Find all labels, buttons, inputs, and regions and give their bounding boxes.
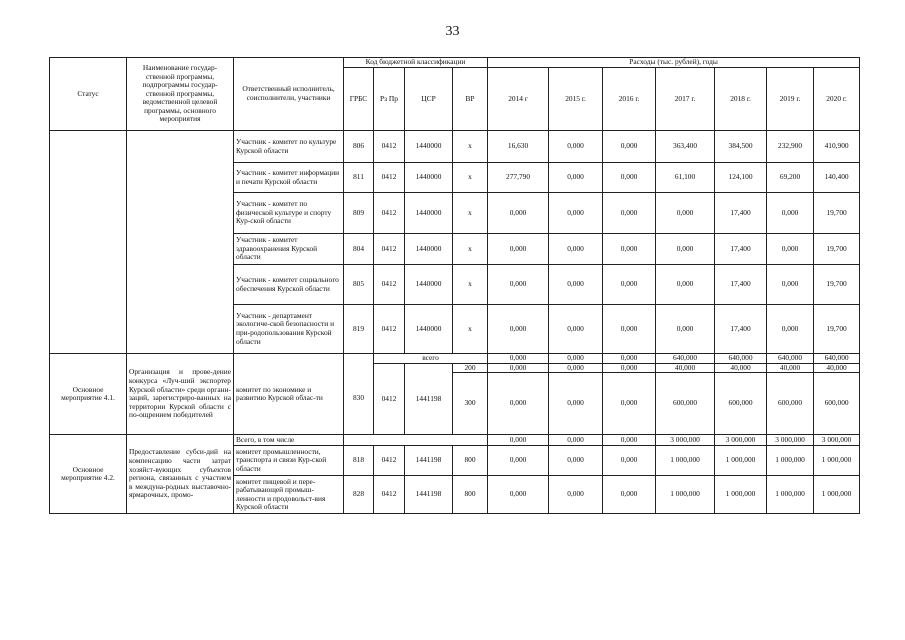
header-year: 2016 г. [603, 67, 656, 130]
value-cell: 0,000 [549, 305, 603, 354]
header-responsible: Ответственный исполнитель, соисполнители, участники [234, 58, 344, 131]
value-cell: 600,000 [656, 373, 715, 435]
value-cell: 1 000,000 [656, 476, 715, 514]
value-cell: 40,000 [814, 363, 860, 373]
header-csr: ЦСР [405, 67, 453, 130]
csr-cell: 1441198 [405, 363, 453, 435]
value-cell: 17,400 [715, 305, 767, 354]
page-number: 33 [445, 24, 460, 39]
event-42-responsible: комитет пищевой и пере-рабатывающей промыш-ленности и продовольст-вия Курской области [234, 476, 344, 514]
table-row [50, 435, 860, 446]
header-year: 2018 г. [715, 67, 767, 130]
value-cell: 0,000 [603, 193, 656, 234]
header-status: Статус [50, 58, 127, 131]
value-cell: 384,500 [715, 131, 767, 163]
participant-name: Участник - комитет по культуре Курской области [234, 131, 344, 163]
value-cell: 0,000 [488, 305, 549, 354]
value-cell: 0,000 [656, 234, 715, 265]
csr-cell: 1440000 [405, 305, 453, 354]
value-cell: 1 000,000 [767, 446, 814, 476]
value-cell: 0,000 [767, 265, 814, 305]
value-cell: 0,000 [549, 373, 603, 435]
participant-name: Участник - комитет по физической культуре и спорту Кур-ской области [234, 193, 344, 234]
event-41-status: Основное мероприятие 4.1. [50, 354, 127, 435]
value-cell: 640,000 [814, 354, 860, 364]
value-cell: 3 000,000 [767, 435, 814, 446]
value-cell: 0,000 [603, 446, 656, 476]
value-cell: 0,000 [767, 305, 814, 354]
value-cell: 140,400 [814, 163, 860, 193]
grbs-cell: 828 [344, 476, 374, 514]
header-year: 2017 г. [656, 67, 715, 130]
value-cell: 0,000 [767, 193, 814, 234]
value-cell: 640,000 [656, 354, 715, 364]
csr-cell: 1440000 [405, 193, 453, 234]
csr-cell: 1440000 [405, 234, 453, 265]
participant-name: Участник - комитет информации и печати Курской области [234, 163, 344, 193]
value-cell: 0,000 [488, 354, 549, 364]
vr-cell: 800 [453, 476, 488, 514]
header-year: 2015 г. [549, 67, 603, 130]
value-cell: 0,000 [603, 234, 656, 265]
csr-cell: 1441198 [405, 476, 453, 514]
vr-cell: х [453, 234, 488, 265]
value-cell: 0,000 [488, 234, 549, 265]
value-cell: 0,000 [549, 193, 603, 234]
header-code-group: Код бюджетной классификации [344, 58, 488, 68]
value-cell: 0,000 [549, 234, 603, 265]
event-42-total-code-empty [344, 435, 488, 446]
vr-cell: х [453, 193, 488, 234]
value-cell: 0,000 [656, 265, 715, 305]
event-41-total-label: всего [374, 354, 488, 364]
value-cell: 0,000 [767, 234, 814, 265]
value-cell: 19,700 [814, 305, 860, 354]
value-cell: 0,000 [603, 354, 656, 364]
value-cell: 0,000 [549, 354, 603, 364]
rzpr-cell: 0412 [374, 265, 405, 305]
table-row [50, 131, 860, 163]
vr-cell: 300 [453, 373, 488, 435]
value-cell: 232,900 [767, 131, 814, 163]
value-cell: 0,000 [656, 193, 715, 234]
table-row [50, 354, 860, 364]
value-cell: 0,000 [549, 435, 603, 446]
value-cell: 0,000 [603, 476, 656, 514]
vr-cell: х [453, 131, 488, 163]
event-42-status: Основное мероприятие 4.2. [50, 435, 127, 514]
value-cell: 1 000,000 [656, 446, 715, 476]
rzpr-cell: 0412 [374, 363, 405, 435]
value-cell: 0,000 [488, 446, 549, 476]
status-cell-empty [50, 131, 127, 354]
value-cell: 0,000 [549, 446, 603, 476]
vr-cell: х [453, 305, 488, 354]
event-42-name: Предоставление субси-дий на компенсацию части затрат хозяйст-вующих субъектов региона, связанных с участием в междуна-родных выставочно-ярмарочных, промо- [127, 435, 234, 514]
grbs-cell: 818 [344, 446, 374, 476]
value-cell: 0,000 [603, 435, 656, 446]
grbs-cell: 809 [344, 193, 374, 234]
value-cell: 3 000,000 [715, 435, 767, 446]
grbs-cell: 804 [344, 234, 374, 265]
rzpr-cell: 0412 [374, 163, 405, 193]
value-cell: 600,000 [814, 373, 860, 435]
rzpr-cell: 0412 [374, 476, 405, 514]
value-cell: 40,000 [656, 363, 715, 373]
value-cell: 1 000,000 [814, 476, 860, 514]
value-cell: 69,200 [767, 163, 814, 193]
value-cell: 40,000 [715, 363, 767, 373]
vr-cell: х [453, 265, 488, 305]
value-cell: 0,000 [603, 363, 656, 373]
event-42-responsible: комитет промышленности, транспорта и связи Кур-ской области [234, 446, 344, 476]
header-expenses-group: Расходы (тыс. рублей), годы [488, 58, 860, 68]
grbs-cell: 805 [344, 265, 374, 305]
event-42-total-label: Всего, в том числе [234, 435, 344, 446]
value-cell: 0,000 [549, 163, 603, 193]
value-cell: 363,400 [656, 131, 715, 163]
value-cell: 19,700 [814, 234, 860, 265]
value-cell: 19,700 [814, 265, 860, 305]
event-41-name: Организация и прове-дение конкурса «Луч-ший экспортер Курской области» среди органи-заций, зарегистриро-ванных на территории Курской области с по-ощрением победителей [127, 354, 234, 435]
vr-cell: 800 [453, 446, 488, 476]
rzpr-cell: 0412 [374, 305, 405, 354]
csr-cell: 1440000 [405, 265, 453, 305]
participant-name: Участник - комитет социального обеспечения Курской области [234, 265, 344, 305]
value-cell: 1 000,000 [814, 446, 860, 476]
value-cell: 0,000 [488, 363, 549, 373]
value-cell: 0,000 [488, 193, 549, 234]
value-cell: 1 000,000 [715, 446, 767, 476]
rzpr-cell: 0412 [374, 193, 405, 234]
grbs-cell: 806 [344, 131, 374, 163]
value-cell: 1 000,000 [767, 476, 814, 514]
value-cell: 3 000,000 [656, 435, 715, 446]
rzpr-cell: 0412 [374, 234, 405, 265]
value-cell: 40,000 [767, 363, 814, 373]
csr-cell: 1440000 [405, 131, 453, 163]
value-cell: 19,700 [814, 193, 860, 234]
value-cell: 600,000 [715, 373, 767, 435]
value-cell: 3 000,000 [814, 435, 860, 446]
value-cell: 0,000 [549, 131, 603, 163]
value-cell: 17,400 [715, 234, 767, 265]
value-cell: 410,900 [814, 131, 860, 163]
vr-cell: х [453, 163, 488, 193]
value-cell: 0,000 [656, 305, 715, 354]
value-cell: 277,790 [488, 163, 549, 193]
header-name: Наименование государ-ственной программы, подпрограммы государ-ственной программы, ведомственной целевой программы, основного мероприятия [127, 58, 234, 131]
value-cell: 0,000 [603, 131, 656, 163]
header-rzpr: Рз Пр [374, 67, 405, 130]
value-cell: 0,000 [603, 163, 656, 193]
value-cell: 0,000 [488, 435, 549, 446]
value-cell: 0,000 [488, 476, 549, 514]
value-cell: 124,100 [715, 163, 767, 193]
value-cell: 17,400 [715, 265, 767, 305]
budget-table [49, 57, 860, 514]
csr-cell: 1440000 [405, 163, 453, 193]
participant-name: Участник - департамент экологиче-ской безопасности и при-родопользования Курской области [234, 305, 344, 354]
grbs-cell: 819 [344, 305, 374, 354]
value-cell: 600,000 [767, 373, 814, 435]
value-cell: 640,000 [767, 354, 814, 364]
value-cell: 0,000 [488, 373, 549, 435]
value-cell: 0,000 [549, 476, 603, 514]
value-cell: 0,000 [603, 305, 656, 354]
header-year: 2020 г. [814, 67, 860, 130]
event-41-responsible: комитет по экономике и развитию Курской облас-ти [234, 354, 344, 435]
grbs-cell: 830 [344, 363, 374, 435]
name-cell-empty [127, 131, 234, 354]
value-cell: 0,000 [603, 373, 656, 435]
participant-name: Участник - комитет здравоохранения Курской области [234, 234, 344, 265]
value-cell: 1 000,000 [715, 476, 767, 514]
vr-cell: 200 [453, 363, 488, 373]
header-grbs: ГРБС [344, 67, 374, 130]
header-vr: ВР [453, 67, 488, 130]
value-cell: 17,400 [715, 193, 767, 234]
value-cell: 61,100 [656, 163, 715, 193]
rzpr-cell: 0412 [374, 446, 405, 476]
value-cell: 16,630 [488, 131, 549, 163]
header-year: 2014 г [488, 67, 549, 130]
value-cell: 0,000 [603, 265, 656, 305]
csr-cell: 1441198 [405, 446, 453, 476]
value-cell: 0,000 [488, 265, 549, 305]
grbs-cell: 811 [344, 163, 374, 193]
value-cell: 0,000 [549, 265, 603, 305]
header-year: 2019 г. [767, 67, 814, 130]
value-cell: 640,000 [715, 354, 767, 364]
value-cell: 0,000 [549, 363, 603, 373]
rzpr-cell: 0412 [374, 131, 405, 163]
